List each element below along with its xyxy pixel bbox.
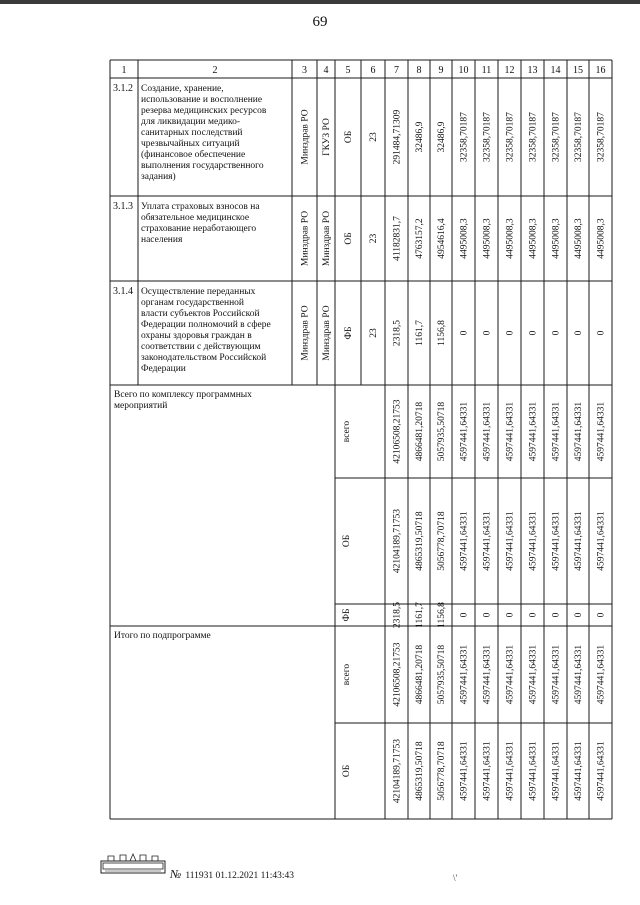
document-registration-stamp (170, 867, 294, 882)
total-value: 42106508,21753 (392, 399, 403, 464)
row-code: 3.1.4 (113, 286, 133, 297)
subprogram-value: 4597441,64331 (574, 741, 584, 801)
number-sign: № (170, 867, 182, 881)
responsible-executor: Минздрав РО (322, 305, 332, 361)
budget-code: 23 (369, 132, 379, 142)
year-value: 4763157,2 (415, 218, 425, 259)
year-value: 32358,70187 (528, 112, 539, 162)
responsible-executor: Минздрав РО (300, 109, 311, 165)
subrow-name-ОБ: ОБ (342, 534, 352, 548)
total-value: 4866481,20718 (415, 401, 425, 462)
row-description-line: Федерации (141, 364, 186, 374)
scan-mark: \' (453, 873, 458, 883)
subprogram-value: 4597441,64331 (528, 741, 539, 801)
year-value: 0 (528, 330, 539, 336)
subprogram-value: 4597441,64331 (596, 644, 607, 705)
row-description-line: власти субъектов Российской (141, 309, 260, 319)
total-value: 4597441,64331 (482, 401, 493, 462)
total-value: 4597441,64331 (551, 401, 562, 462)
total-value: 0 (482, 612, 493, 618)
column-number-5: 5 (345, 65, 351, 76)
year-value: 32358,70187 (482, 112, 493, 162)
row-description-line: для ликвидации медико- (141, 117, 241, 127)
year-value: 32358,70187 (596, 112, 607, 162)
year-value: 1156,8 (437, 320, 447, 346)
year-value: 32486,9 (437, 121, 447, 153)
subprogram-value: 4597441,64331 (574, 644, 584, 705)
row-description-line: (финансовое обеспечение (141, 150, 246, 160)
year-value: 32358,70187 (551, 112, 562, 162)
column-number-3: 3 (302, 65, 307, 76)
row-description-line: выполнения государственного (141, 161, 264, 171)
total-value: 4597441,64331 (596, 401, 607, 462)
year-value: 1161,7 (415, 320, 425, 346)
year-value: 4954616,4 (437, 218, 447, 259)
total-value: 5057935,50718 (437, 401, 447, 462)
subprogram-value: 5057935,50718 (437, 644, 447, 705)
row-description-line: органам государственной (141, 298, 245, 308)
responsible-executor: Минздрав РО (300, 305, 311, 361)
subprogram-value: 4865319,50718 (415, 741, 425, 801)
subprogram-value: 4597441,64331 (505, 644, 516, 705)
subprogram-value: 4597441,64331 (459, 644, 470, 705)
year-value: 4495008,3 (574, 218, 584, 259)
total-value: 0 (596, 612, 607, 618)
row-description-line: Осуществление переданных (141, 287, 256, 297)
total-value: 42104189,71753 (392, 508, 403, 574)
year-value: 4495008,3 (551, 218, 562, 259)
total-value: 5056778,70718 (437, 511, 447, 571)
year-value: 0 (596, 330, 607, 336)
row-description-line: Создание, хранение, (141, 84, 224, 94)
responsible-executor: ГКУЗ РО (322, 118, 332, 156)
subprogram-value: 4597441,64331 (482, 644, 493, 705)
row-code: 3.1.2 (113, 83, 133, 94)
total-value: 4597441,64331 (482, 511, 493, 571)
year-value: 0 (459, 330, 470, 336)
year-value: 4495008,3 (459, 218, 470, 259)
total-value: 0 (551, 612, 562, 618)
subprogram-value: 42106508,21753 (392, 642, 403, 707)
row-description-line: населения (141, 235, 183, 245)
column-number-2: 2 (212, 65, 218, 76)
subprogram-total-label: Итого по подпрограмме (114, 631, 211, 641)
total-value: 0 (574, 612, 584, 618)
budget-code: 23 (369, 328, 379, 338)
subrow-name-всего: всего (342, 663, 352, 686)
funding-source: ФБ (344, 326, 354, 340)
total-value: 4597441,64331 (528, 401, 539, 462)
subprogram-value: 4597441,64331 (459, 741, 470, 801)
column-number-4: 4 (323, 65, 329, 76)
total-value: 4865319,50718 (415, 511, 425, 571)
total-value: 2318,5 (392, 601, 403, 629)
total-value: 4597441,64331 (459, 401, 470, 462)
column-number-11: 11 (481, 65, 492, 76)
subprogram-value: 5056778,70718 (437, 741, 447, 801)
registration-number-date: 111931 01.12.2021 11:43:43 (185, 871, 295, 881)
row-description-line: законодательством Российской (141, 353, 267, 363)
row-description-line: использование и восполнение (141, 95, 263, 105)
complex-total-label: Всего по комплексу программных (114, 390, 252, 400)
year-value: 32358,70187 (505, 112, 516, 162)
subprogram-value: 4597441,64331 (528, 644, 539, 705)
column-number-9: 9 (438, 65, 444, 76)
total-value: 0 (505, 612, 516, 618)
subprogram-value: 4597441,64331 (551, 644, 562, 705)
total-value: 4597441,64331 (596, 511, 607, 571)
row-description-line: задания) (141, 172, 176, 182)
subrow-name-ФБ: ФБ (342, 608, 352, 622)
year-value: 4495008,3 (528, 218, 539, 259)
column-number-8: 8 (416, 65, 422, 76)
total-value: 1156,8 (437, 602, 447, 628)
column-number-14: 14 (550, 65, 561, 76)
total-value: 4597441,64331 (505, 401, 516, 462)
funding-source: ОБ (344, 232, 354, 245)
subprogram-value: 4597441,64331 (551, 741, 562, 801)
total-value: 4597441,64331 (505, 511, 516, 571)
row-description-line: соответствии с действующим (141, 342, 261, 352)
subprogram-value: 4866481,20718 (415, 644, 425, 705)
column-number-1: 1 (121, 65, 127, 76)
total-value: 4597441,64331 (574, 511, 584, 571)
year-value: 4495008,3 (482, 218, 493, 259)
column-number-6: 6 (370, 65, 376, 76)
year-value: 4495008,3 (505, 218, 516, 259)
year-value: 41182831,7 (392, 216, 403, 261)
row-description-line: чрезвычайных ситуаций (141, 139, 240, 149)
column-number-13: 13 (527, 65, 538, 76)
subprogram-value: 4597441,64331 (482, 741, 493, 801)
column-number-12: 12 (504, 65, 515, 76)
government-emblem-stamp (100, 853, 166, 875)
year-value: 0 (574, 330, 584, 336)
subprogram-value: 4597441,64331 (596, 741, 607, 801)
row-code: 3.1.3 (113, 201, 133, 212)
subrow-name-ОБ: ОБ (342, 764, 352, 778)
year-value: 4495008,3 (596, 218, 607, 259)
budget-code: 23 (369, 233, 379, 244)
row-description-line: страхование неработающего (141, 224, 257, 234)
row-description-line: охраны здоровья граждан в (141, 331, 252, 341)
page-number: 69 (312, 14, 328, 30)
year-value: 32358,70187 (459, 112, 470, 162)
year-value: 291484,71309 (392, 109, 403, 165)
responsible-executor: Минздрав РО (322, 210, 332, 267)
year-value: 32486,9 (415, 121, 425, 153)
year-value: 32358,70187 (574, 112, 584, 162)
total-value: 4597441,64331 (574, 401, 584, 462)
year-value: 0 (551, 330, 562, 336)
row-description-line: резерва медицинских ресурсов (141, 106, 267, 116)
column-number-16: 16 (595, 65, 606, 76)
total-value: 4597441,64331 (528, 511, 539, 571)
total-value: 0 (459, 612, 470, 618)
column-number-7: 7 (394, 65, 399, 76)
total-value: 4597441,64331 (459, 511, 470, 571)
year-value: 2318,5 (392, 319, 403, 347)
funding-source: ОБ (344, 130, 354, 144)
total-value: 1161,7 (415, 602, 425, 628)
column-number-10: 10 (458, 65, 469, 76)
row-description-line: обязательное медицинское (141, 213, 250, 223)
responsible-executor: Минздрав РО (300, 210, 311, 267)
subrow-name-всего: всего (342, 420, 352, 443)
row-description-line: Уплата страховых взносов на (141, 202, 260, 212)
total-value: 0 (528, 612, 539, 618)
year-value: 0 (505, 330, 516, 336)
row-description-line: санитарных последствий (141, 128, 243, 138)
year-value: 0 (482, 330, 493, 336)
total-value: 4597441,64331 (551, 511, 562, 571)
subprogram-value: 4597441,64331 (505, 741, 516, 801)
subprogram-value: 42104189,71753 (392, 738, 403, 804)
column-number-15: 15 (573, 65, 583, 76)
complex-total-label: мероприятий (114, 401, 168, 411)
row-description-line: Федерации полномочий в сфере (141, 320, 271, 330)
